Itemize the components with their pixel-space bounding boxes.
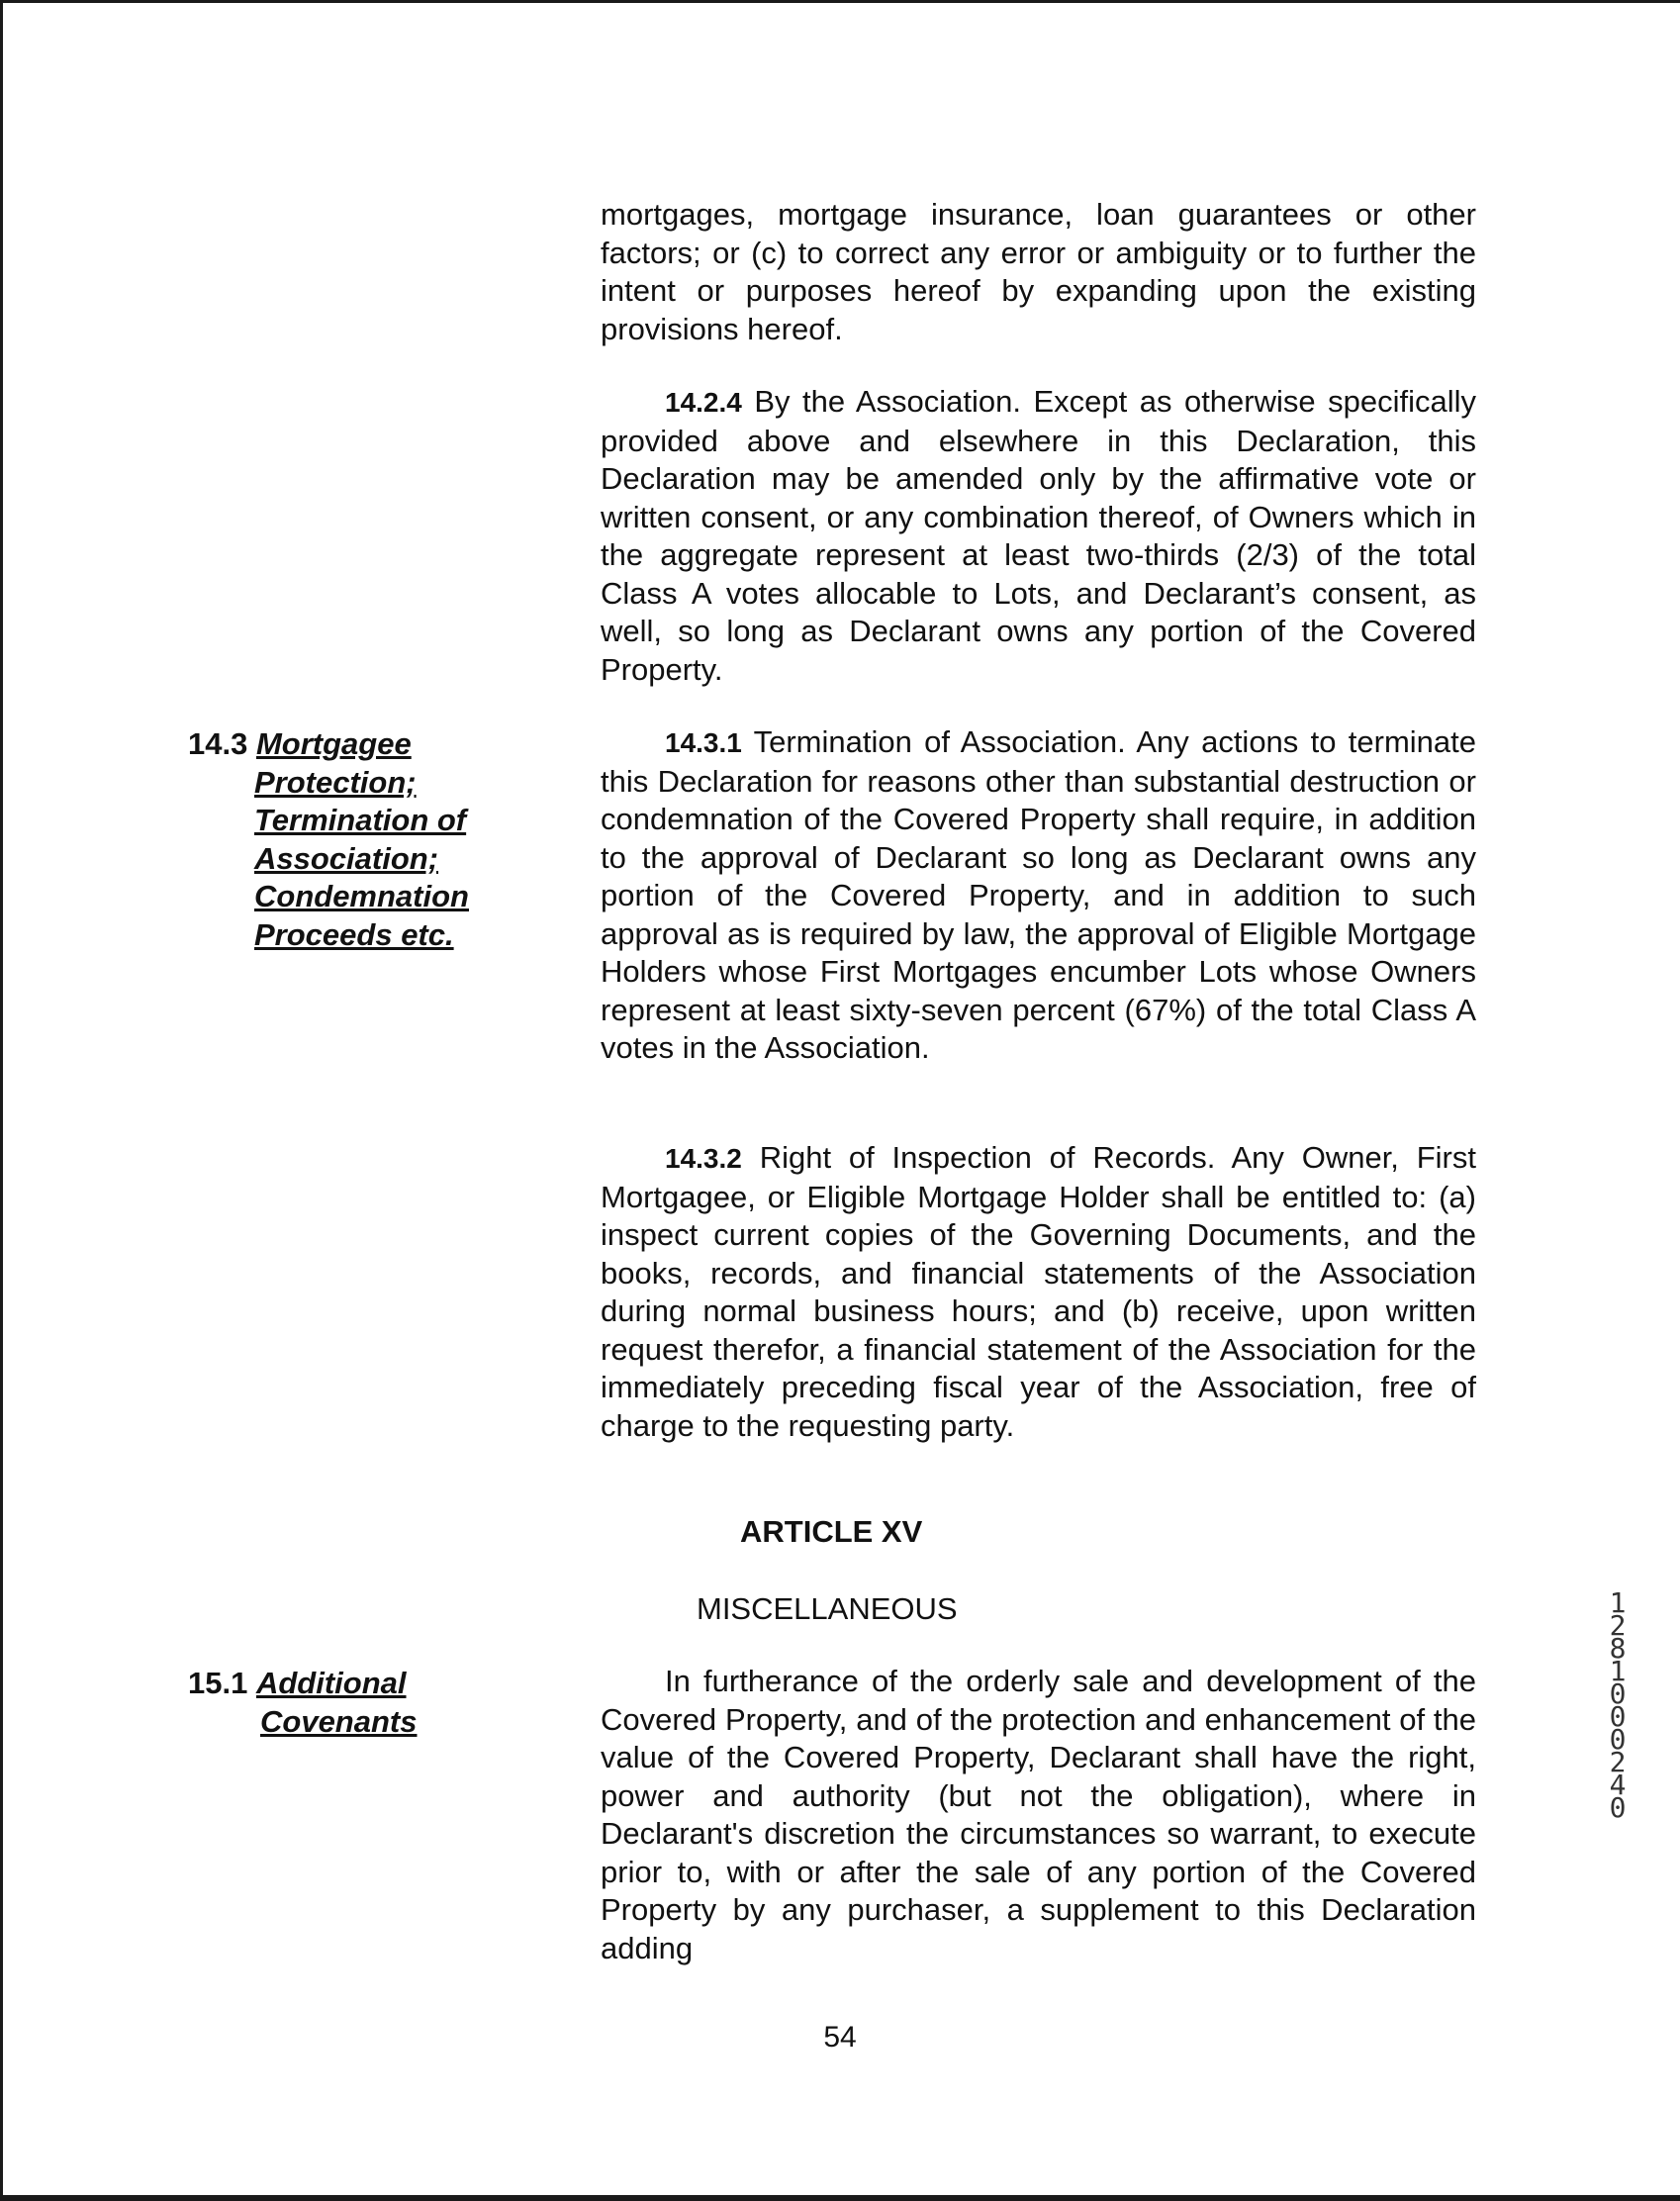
section-14-3-2-paragraph: [601, 1139, 1476, 1445]
heading-line: [188, 1703, 524, 1742]
heading-title-line: Protection;: [254, 764, 417, 800]
heading-line: [188, 1665, 524, 1703]
heading-title-line: Termination of: [254, 803, 467, 837]
heading-line: [188, 802, 524, 840]
continuation-paragraph: mortgages, mortgage insurance, loan guarantees or other factors; or (c) to correct any error or ambiguity or to further the intent or purposes hereof by expanding upon the existing provisions hereof.: [601, 197, 1476, 346]
section-14-3-margin-heading: [188, 725, 524, 954]
scan-edge-bottom: [0, 2195, 1680, 2201]
heading-number: 14.3: [188, 726, 248, 761]
section-15-1-margin-heading: [188, 1665, 524, 1741]
recording-stamp: 12810 00240: [1609, 1586, 1643, 1824]
scan-edge-top: [0, 0, 1680, 3]
heading-title-line: Additional: [255, 1666, 407, 1700]
heading-line: [188, 916, 524, 955]
scan-edge-left: [0, 0, 3, 2201]
heading-title-line: Covenants: [260, 1703, 418, 1739]
heading-line: [188, 878, 524, 916]
section-number: 14.3.1: [665, 727, 742, 758]
page-number: 54: [823, 2021, 857, 2054]
heading-title-line: Condemnation: [254, 879, 469, 913]
heading-line: [188, 764, 524, 803]
heading-title-line: Proceeds etc.: [254, 916, 454, 952]
heading-number: 15.1: [188, 1666, 248, 1700]
article-subtitle: MISCELLANEOUS: [697, 1591, 958, 1626]
section-number: 14.2.4: [665, 387, 742, 418]
section-14-2-4-paragraph: [601, 383, 1476, 689]
article-title: ARTICLE XV: [740, 1514, 923, 1549]
section-text: Right of Inspection of Records. Any Owner, First Mortgagee, or Eligible Mortgage Holder shall be entitled to: (a) inspect current copies of the Governing Documents, and the books, records, and financial statements of the Association during normal business hours; and (b) receive, upon written request therefor, a financial statement of the Association for the immediately preceding fiscal year of the Association, free of charge to the requesting party.: [601, 1140, 1476, 1443]
section-number: 14.3.2: [665, 1143, 742, 1174]
section-text: By the Association. Except as otherwise specifically provided above and elsewhere in this Declaration, this Declaration may be amended only by the affirmative vote or written consent, or any combination thereof, of Owners which in the aggregate represent at least two-thirds (2/3) of the total Class A votes allocable to Lots, and Declarant’s consent, as well, so long as Declarant owns any portion of the Covered Property.: [601, 384, 1476, 687]
section-text: Termination of Association. Any actions to terminate this Declaration for reasons other than substantial destruction or condemnation of the Covered Property shall require, in addition to the approval of Declarant so long as Declarant owns any portion of the Covered Property, and in addition to such approval as is required by law, the approval of Eligible Mortgage Holders whose First Mortgages encumber Lots whose Owners represent at least sixty-seven percent (67%) of the total Class A votes in the Association.: [601, 724, 1476, 1065]
section-14-3-1-paragraph: [601, 723, 1476, 1068]
heading-line: [188, 840, 524, 879]
heading-title-line: Mortgagee: [255, 726, 412, 761]
heading-title-line: Association;: [254, 840, 439, 876]
section-15-1-paragraph: In furtherance of the orderly sale and development of the Covered Property, and of the protection and enhancement of the value of the Covered Property, Declarant shall have the right, power and authority (but not the obligation), where in Declarant's discretion the circumstances so warrant, to execute prior to, with or after the sale of any portion of the Covered Property by any purchaser, a supplement to this Declaration adding: [601, 1664, 1476, 1965]
heading-line: [188, 725, 524, 764]
